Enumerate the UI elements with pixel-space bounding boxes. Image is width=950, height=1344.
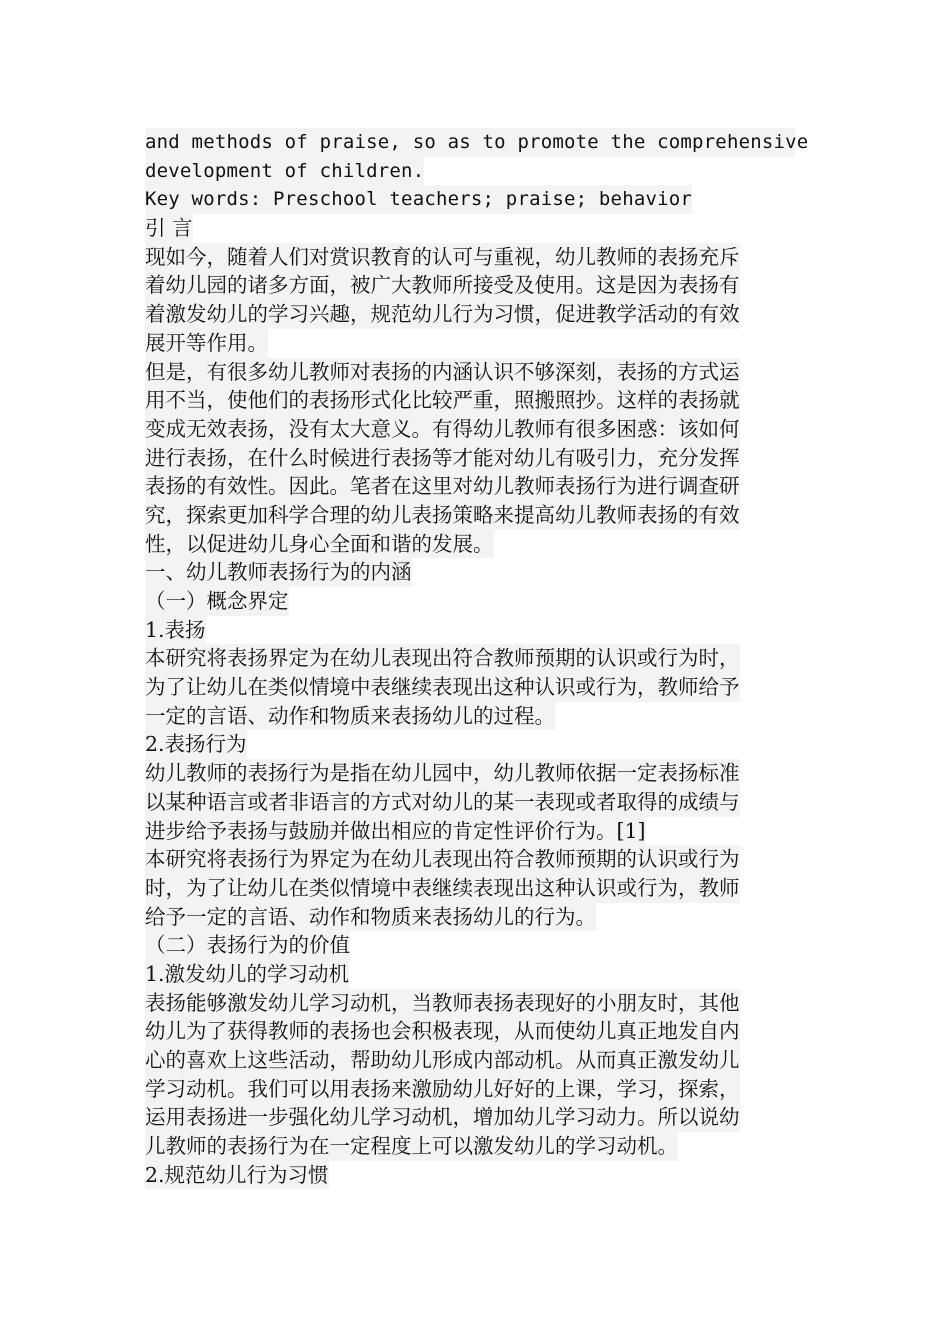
paragraph-line: 为了让幼儿在类似情境中表继续表现出这种认识或行为，教师给予 — [145, 673, 740, 702]
paragraph-line: 本研究将表扬界定为在幼儿表现出符合教师预期的认识或行为时， — [145, 644, 740, 673]
paragraph-line: 着激发幼儿的学习兴趣，规范幼儿行为习惯，促进教学活动的有效 — [145, 300, 740, 329]
paragraph-line: 儿教师的表扬行为在一定程度上可以激发幼儿的学习动机。 — [145, 1132, 678, 1161]
subsection-heading: （一）概念界定 — [145, 587, 289, 616]
paragraph-line: 幼儿教师的表扬行为是指在幼儿园中，幼儿教师依据一定表扬标准 — [145, 759, 740, 788]
paragraph-line: 时，为了让幼儿在类似情境中表继续表现出这种认识或行为，教师 — [145, 874, 740, 903]
paragraph-line: 以某种语言或者非语言的方式对幼儿的某一表现或者取得的成绩与 — [145, 788, 740, 817]
section-heading-introduction: 引 言 — [145, 214, 193, 243]
paragraph-line: 但是，有很多幼儿教师对表扬的内涵认识不够深刻，表扬的方式运 — [145, 358, 740, 387]
paragraph-line: 性，以促进幼儿身心全面和谐的发展。 — [145, 530, 494, 559]
paragraph-line: 着幼儿园的诸多方面，被广大教师所接受及使用。这是因为表扬有 — [145, 271, 740, 300]
abstract-line-2: development of children. — [145, 157, 424, 186]
paragraph-line: 究，探索更加科学合理的幼儿表扬策略来提高幼儿教师表扬的有效 — [145, 501, 740, 530]
document-body — [145, 128, 809, 1189]
paragraph-line: 进行表扬，在什么时候进行表扬等才能对幼儿有吸引力，充分发挥 — [145, 444, 740, 473]
paragraph-line: 展开等作用。 — [145, 329, 268, 358]
paragraph-line: 学习动机。我们可以用表扬来激励幼儿好好的上课，学习，探索， — [145, 1075, 740, 1104]
paragraph-line: 本研究将表扬行为界定为在幼儿表现出符合教师预期的认识或行为 — [145, 845, 740, 874]
paragraph-line: 表扬能够激发幼儿学习动机，当教师表扬表现好的小朋友时，其他 — [145, 989, 740, 1018]
item-heading: 2.规范幼儿行为习惯 — [145, 1161, 329, 1190]
subsection-heading: （二）表扬行为的价值 — [145, 931, 350, 960]
abstract-line-1: and methods of praise, so as to promote the comprehensive — [145, 128, 795, 157]
paragraph-line: 一定的言语、动作和物质来表扬幼儿的过程。 — [145, 702, 555, 731]
paragraph-line: 心的喜欢上这些活动，帮助幼儿形成内部动机。从而真正激发幼儿 — [145, 1046, 740, 1075]
paragraph-line: 进步给予表扬与鼓励并做出相应的肯定性评价行为。[1] — [145, 817, 646, 846]
keywords-line: Key words: Preschool teachers; praise; behavior — [145, 185, 692, 214]
item-heading: 1.表扬 — [145, 616, 206, 645]
paragraph-line: 变成无效表扬，没有太大意义。有得幼儿教师有很多困惑：该如何 — [145, 415, 740, 444]
paragraph-line: 运用表扬进一步强化幼儿学习动机，增加幼儿学习动力。所以说幼 — [145, 1103, 740, 1132]
paragraph-line: 现如今，随着人们对赏识教育的认可与重视，幼儿教师的表扬充斥 — [145, 243, 740, 272]
paragraph-line: 表扬的有效性。因此。笔者在这里对幼儿教师表扬行为进行调查研 — [145, 472, 740, 501]
section-heading: 一、幼儿教师表扬行为的内涵 — [145, 558, 412, 587]
paragraph-line: 幼儿为了获得教师的表扬也会积极表现，从而使幼儿真正地发自内 — [145, 1017, 740, 1046]
item-heading: 2.表扬行为 — [145, 730, 247, 759]
item-heading: 1.激发幼儿的学习动机 — [145, 960, 349, 989]
paragraph-line: 用不当，使他们的表扬形式化比较严重，照搬照抄。这样的表扬就 — [145, 386, 740, 415]
paragraph-line: 给予一定的言语、动作和物质来表扬幼儿的行为。 — [145, 903, 596, 932]
